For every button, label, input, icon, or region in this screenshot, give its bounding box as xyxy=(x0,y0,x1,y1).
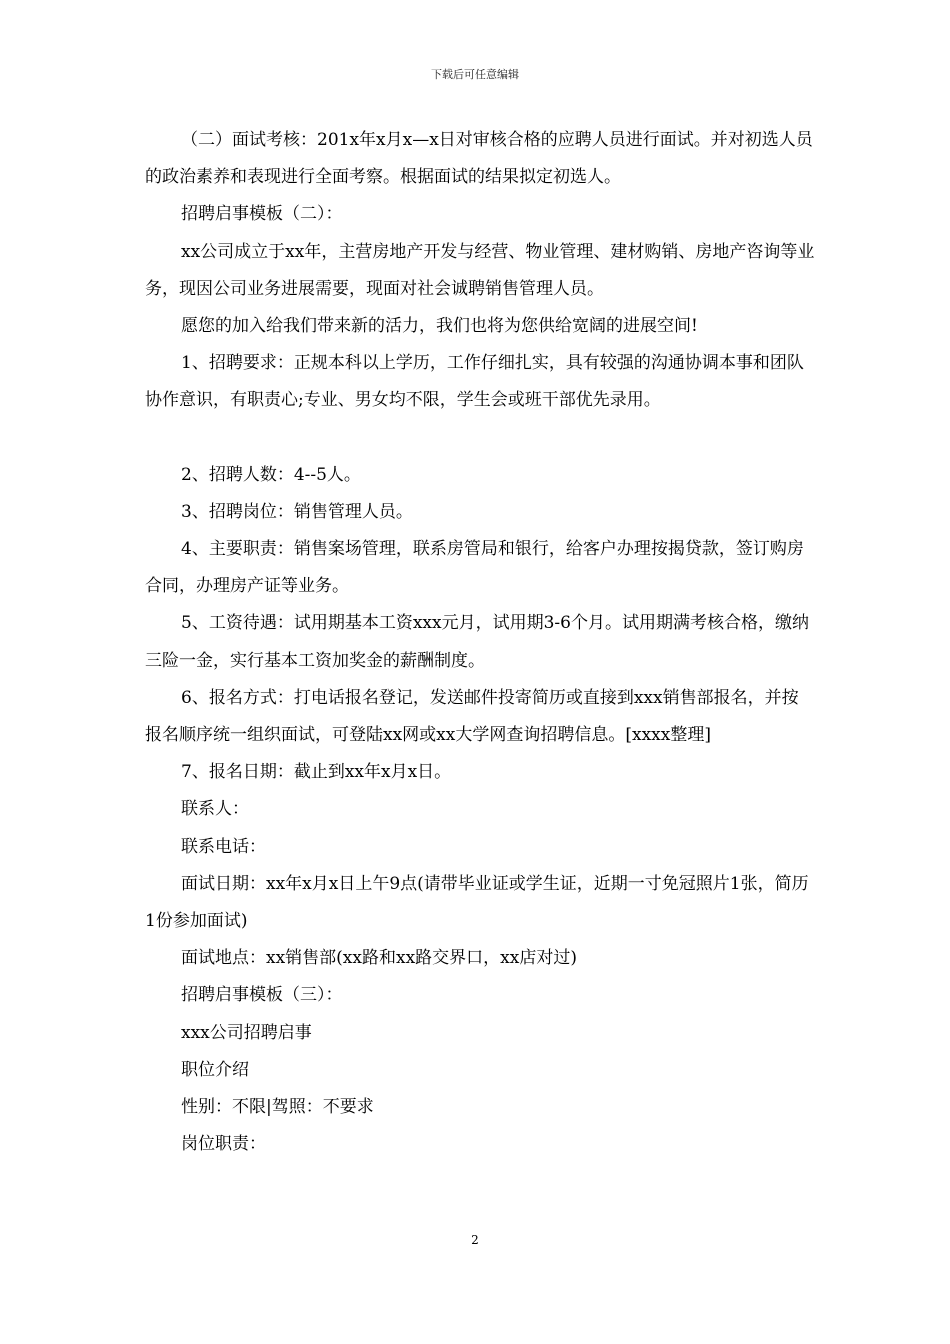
paragraph-deadline: 7、报名日期：截止到xx年x月x日。 xyxy=(181,762,452,783)
page-header: 下载后可任意编辑 xyxy=(431,68,519,81)
paragraph-template-2-title: 招聘启事模板（二）： xyxy=(181,204,343,225)
paragraph-position: 3、招聘岗位：销售管理人员。 xyxy=(181,501,413,522)
paragraph-salary: 5、工资待遇：试用期基本工资xxx元月，试用期3-6个月。试用期满考核合格，缴纳三险一金，实行基本工资加奖金的薪酬制度。 xyxy=(145,613,809,671)
blank-line xyxy=(145,420,815,457)
paragraph-gender-license: 性别：不限|驾照：不要求 xyxy=(181,1097,374,1118)
paragraph-company-intro: xx公司成立于xx年，主营房地产开发与经营、物业管理、建材购销、房地产咨询等业务，现因公司业务进展需要，现面对社会诚聘销售管理人员。 xyxy=(145,241,815,299)
paragraph-interview-location: 面试地点：xx销售部(xx路和xx路交界口，xx店对过) xyxy=(181,948,577,969)
document-body xyxy=(145,122,815,1163)
paragraph-interview: （二）面试考核：201x年x月x—x日对审核合格的应聘人员进行面试。并对初选人员的政治素养和表现进行全面考察。根据面试的结果拟定初选人。 xyxy=(145,130,813,188)
paragraph-application: 6、报名方式：打电话报名登记，发送邮件投寄简历或直接到xxx销售部报名，并按报名顺序统一组织面试，可登陆xx网或xx大学网查询招聘信息。[xxxx整理] xyxy=(145,687,799,746)
paragraph-contact-phone: 联系电话： xyxy=(181,836,266,857)
page-number: 2 xyxy=(471,1233,479,1247)
paragraph-headcount: 2、招聘人数：4--5人。 xyxy=(181,464,361,485)
paragraph-duties: 4、主要职责：销售案场管理，联系房管局和银行，给客户办理按揭贷款，签订购房合同，办理房产证等业务。 xyxy=(145,539,804,597)
paragraph-welcome: 愿您的加入给我们带来新的活力，我们也将为您供给宽阔的进展空间! xyxy=(181,316,698,337)
paragraph-job-intro: 职位介绍 xyxy=(181,1059,249,1080)
paragraph-notice-title: xxx公司招聘启事 xyxy=(181,1022,312,1043)
paragraph-requirements: 1、招聘要求：正规本科以上学历，工作仔细扎实，具有较强的沟通协调本事和团队协作意识，有职责心;专业、男女均不限，学生会或班干部优先录用。 xyxy=(145,353,804,411)
paragraph-interview-date: 面试日期：xx年x月x日上午9点(请带毕业证或学生证，近期一寸免冠照片1张，简历1份参加面试) xyxy=(145,873,809,932)
paragraph-job-duties: 岗位职责： xyxy=(181,1134,266,1155)
paragraph-template-3-title: 招聘启事模板（三）： xyxy=(181,985,343,1006)
paragraph-contact-person: 联系人： xyxy=(181,799,249,820)
